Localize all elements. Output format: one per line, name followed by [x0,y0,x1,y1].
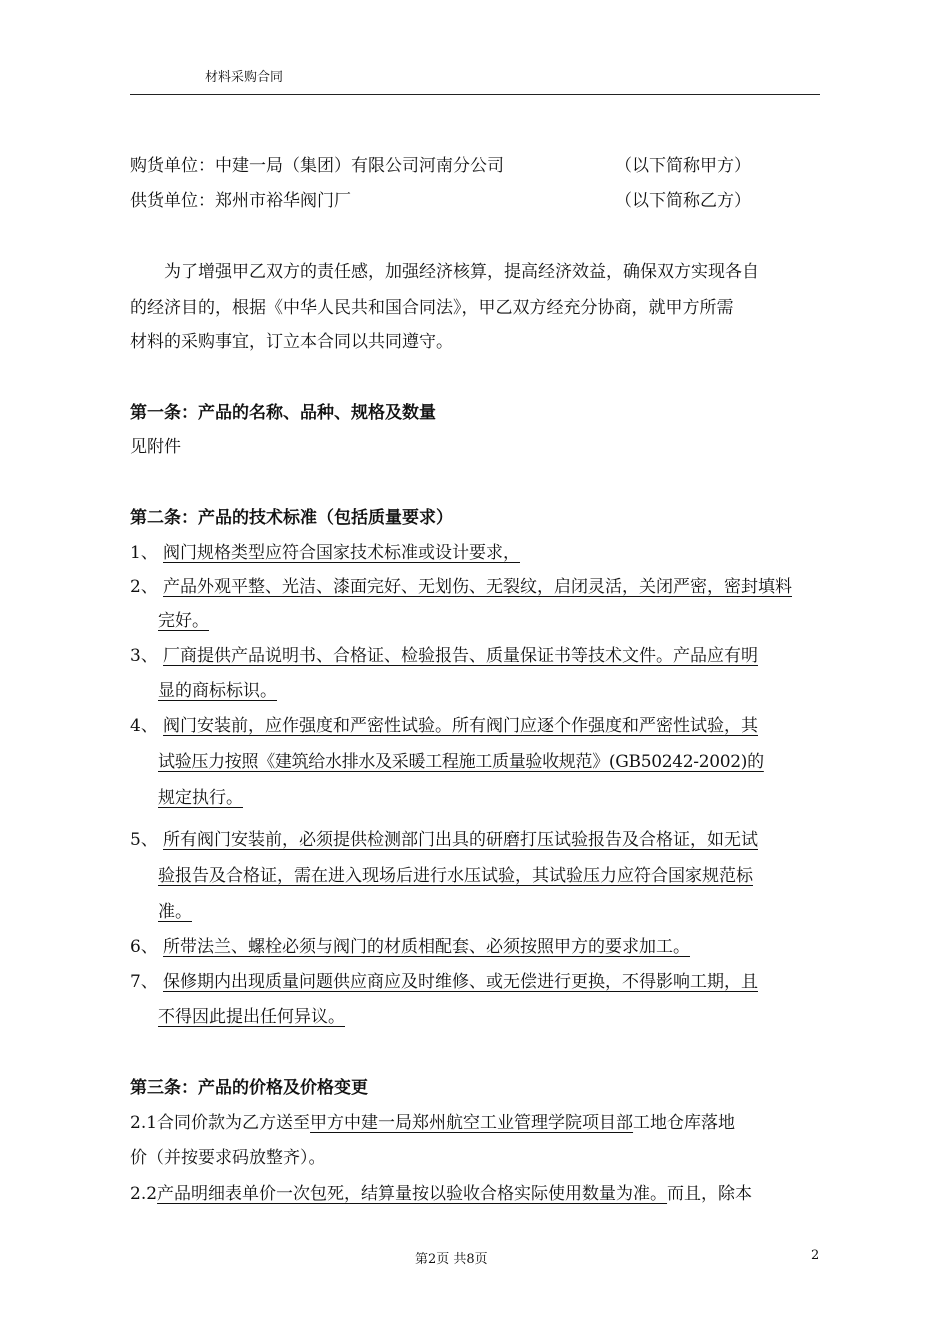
article-2-title: 第二条：产品的技术标准（包括质量要求） [130,508,453,528]
article-1-title: 第一条：产品的名称、品种、规格及数量 [130,403,436,423]
clause-2-1-line-1 [130,1105,735,1141]
item-6-line-1: 所带法兰、螺栓必须与阀门的材质相配套、必须按照甲方的要求加工。 [163,937,690,957]
item-5-line-3: 准。 [158,902,192,922]
clause-2-1-suffix: 工地仓库落地 [633,1113,736,1133]
item-4-line-3: 规定执行。 [158,788,243,808]
item-7-number: 7、 [130,972,158,992]
header-divider [130,94,820,95]
item-3-number: 3、 [130,646,158,666]
buyer-line [130,148,504,184]
item-5-number: 5、 [130,830,158,850]
clause-2-2-suffix: 而且，除本 [667,1184,753,1204]
item-3-line-1: 厂商提供产品说明书、合格证、检验报告、质量保证书等技术文件。产品应有明 [163,646,758,666]
item-3-line-2: 显的商标标识。 [158,681,277,701]
item-5-line-2: 验报告及合格证，需在进入现场后进行水压试验，其试验压力应符合国家规范标 [158,866,753,886]
clause-2-1-line-2: 价（并按要求码放整齐）。 [130,1148,326,1168]
item-2-line-1: 产品外观平整、光洁、漆面完好、无划伤、无裂纹，启闭灵活，关闭严密，密封填料 [163,577,792,597]
clause-2-2-prefix: 2.2 [130,1184,158,1204]
clause-2-2-line-1 [130,1176,752,1212]
preamble-line-1: 为了增强甲乙双方的责任感，加强经济核算，提高经济效益，确保双方实现各自 [164,262,759,282]
page-indicator: 第2页 共8页 [415,1252,488,1267]
supplier-line [130,183,351,219]
item-5-line-1: 所有阀门安装前，必须提供检测部门出具的研磨打压试验报告及合格证，如无试 [163,830,758,850]
supplier-name: 郑州市裕华阀门厂 [215,191,351,211]
item-4-number: 4、 [130,716,158,736]
item-4-line-2: 试验压力按照《建筑给水排水及采暖工程施工质量验收规范》(GB50242-2002)的 [158,752,764,772]
item-1-number: 1、 [130,543,158,563]
header-title: 材料采购合同 [205,70,284,85]
buyer-label: 购货单位： [130,156,215,176]
item-7-line-1: 保修期内出现质量问题供应商应及时维修、或无偿进行更换，不得影响工期，且 [163,972,758,992]
clause-2-1-site: 甲方中建一局郑州航空工业管理学院项目部 [310,1113,634,1133]
article-1-body: 见附件 [130,437,181,457]
page-number: 2 [811,1248,820,1263]
item-6-number: 6、 [130,937,158,957]
preamble-line-3: 材料的采购事宜，订立本合同以共同遵守。 [130,332,453,352]
supplier-alias: （以下简称乙方） [615,191,751,211]
clause-2-2-pricing: 产品明细表单价一次包死，结算量按以验收合格实际使用数量为准。 [157,1184,668,1204]
item-2-line-2: 完好。 [158,611,209,631]
clause-2-1-prefix: 2.1合同价款为乙方送至 [130,1113,311,1133]
supplier-label: 供货单位： [130,191,215,211]
item-1-line-1: 阀门规格类型应符合国家技术标准或设计要求， [163,543,520,563]
buyer-alias: （以下简称甲方） [615,156,751,176]
buyer-name: 中建一局（集团）有限公司河南分公司 [215,156,504,176]
article-3-title: 第三条：产品的价格及价格变更 [130,1078,368,1098]
item-2-number: 2、 [130,577,158,597]
item-4-line-1: 阀门安装前，应作强度和严密性试验。所有阀门应逐个作强度和严密性试验，其 [163,716,758,736]
preamble-line-2: 的经济目的，根据《中华人民共和国合同法》，甲乙双方经充分协商，就甲方所需 [130,298,734,318]
item-7-line-2: 不得因此提出任何异议。 [158,1007,345,1027]
